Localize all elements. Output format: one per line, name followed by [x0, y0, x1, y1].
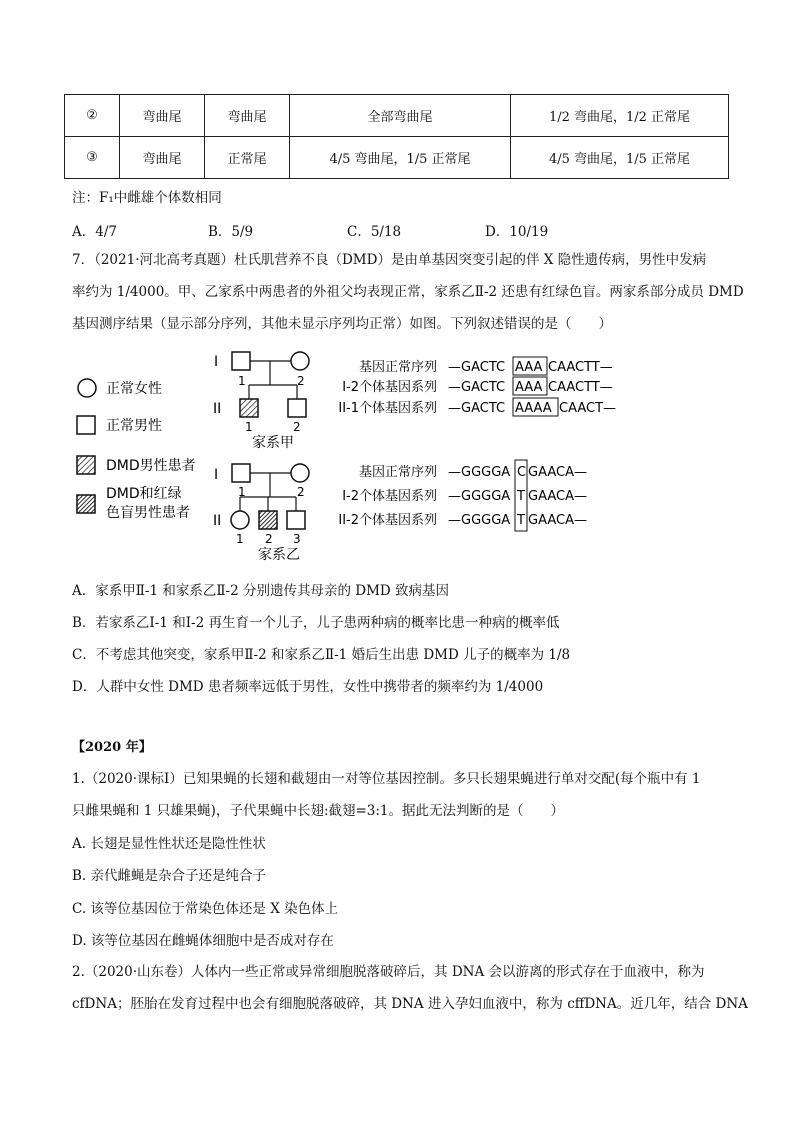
- seq-box: AAA: [515, 380, 543, 395]
- table-cell: 1/2 弯曲尾，1/2 正常尾: [511, 95, 729, 137]
- seq-box: C: [517, 465, 527, 480]
- seq-pre: —GGGGA: [448, 513, 511, 528]
- legend-dmd-male: DMD男性患者: [106, 458, 196, 474]
- normal-male-symbol: [77, 416, 95, 434]
- q7-option-d: D．人群中女性 DMD 患者频率远低于男性，女性中携带者的频率约为 1/4000: [72, 679, 544, 695]
- table-row: [65, 137, 729, 179]
- seq-label: II-2个体基因系列: [338, 513, 437, 528]
- seq-label: I-2个体基因系列: [342, 380, 437, 395]
- family-a-II1: [240, 399, 258, 417]
- family-a-I2: [291, 352, 309, 370]
- q6-option-b: B．5/9: [208, 224, 254, 240]
- seq-label: 基因正常序列: [358, 360, 437, 375]
- family-a-II2: [288, 399, 306, 417]
- family-b-label: 家系乙: [258, 547, 300, 563]
- table-row: [65, 95, 729, 137]
- legend-dmd-cb-line1: DMD和红绿: [106, 486, 182, 502]
- table-cell: ②: [65, 95, 120, 137]
- seq-pre: —GACTC: [448, 380, 506, 395]
- generation-label-I: I: [214, 354, 219, 370]
- pedigree-figure: [0, 340, 794, 570]
- family-b-I2: [291, 464, 309, 482]
- family-b-II2: [259, 511, 277, 529]
- seq-pre: —GGGGA: [448, 465, 511, 480]
- family-b-I1: [232, 464, 250, 482]
- pedigree-family-b: [213, 464, 309, 563]
- q1-option-c: C. 该等位基因位于常染色体还是 X 染色体上: [72, 901, 339, 917]
- q7-option-c: C．不考虑其他突变，家系甲Ⅱ-2 和家系乙Ⅱ-1 婚后生出患 DMD 儿子的概率为 1/8: [72, 647, 571, 663]
- seq-post: GAACA—: [528, 465, 587, 480]
- label-2: 2: [297, 485, 305, 499]
- table-cell: 4/5 弯曲尾，1/5 正常尾: [290, 137, 511, 179]
- seq-post: GAACA—: [528, 513, 587, 528]
- seq-label: 基因正常序列: [358, 465, 437, 480]
- q6-option-d: D．10/19: [485, 224, 549, 240]
- seq-box: T: [517, 513, 525, 528]
- label-2: 2: [265, 532, 273, 546]
- seq-pre: —GACTC: [448, 360, 506, 375]
- seq-post: CAACTT—: [548, 360, 613, 375]
- seq-box: AAA: [515, 360, 543, 375]
- q7-stem-line1: 7．（2021·河北高考真题）杜氏肌营养不良（DMD）是由单基因突变引起的伴 X 隐性遗传病，男性中发病: [72, 252, 707, 268]
- family-b-II3: [287, 511, 305, 529]
- table-cell: 弯曲尾: [120, 95, 205, 137]
- q7-stem-line2: 率约为 1/4000。甲、乙家系中两患者的外祖父均表现正常，家系乙Ⅱ-2 还患有红绿色盲。两家系部分成员 DMD: [72, 284, 744, 300]
- sequence-block-b: [338, 460, 587, 531]
- q1-option-b: B. 亲代雌蝇是杂合子还是纯合子: [72, 868, 267, 884]
- pedigree-family-a: [213, 352, 309, 451]
- seq-label: I-2个体基因系列: [342, 489, 437, 504]
- generation-label-I: I: [214, 467, 219, 483]
- table-cell: ③: [65, 137, 120, 179]
- legend-dmd-cb-line2: 色盲男性患者: [106, 505, 190, 521]
- table-cell: 弯曲尾: [120, 137, 205, 179]
- seq-box: AAAA: [515, 401, 552, 416]
- q7-option-a: A．家系甲Ⅱ-1 和家系乙Ⅱ-2 分别遗传其母亲的 DMD 致病基因: [72, 583, 450, 599]
- label-2: 2: [293, 420, 301, 434]
- table-cell: 全部弯曲尾: [290, 95, 511, 137]
- family-b-II1: [231, 511, 249, 529]
- family-a-I1: [232, 352, 250, 370]
- seq-pre: —GGGGA: [448, 489, 511, 504]
- q2-stem-line1: 2.（2020·山东卷）人体内一些正常或异常细胞脱落破碎后，其 DNA 会以游离的形式存在于血液中，称为: [72, 964, 705, 980]
- q1-option-a: A. 长翅是显性性状还是隐性性状: [72, 836, 266, 852]
- seq-post: CAACTT—: [548, 380, 613, 395]
- label-1: 1: [238, 485, 246, 499]
- generation-label-II: II: [213, 401, 222, 417]
- q1-stem-line1: 1.（2020·课标Ⅰ）已知果蝇的长翅和截翅由一对等位基因控制。多只长翅果蝇进行单对交配(每个瓶中有 1: [72, 771, 701, 787]
- dmd-male-symbol: [77, 456, 95, 474]
- dmd-colorblind-male-symbol: [77, 495, 95, 513]
- label-1: 1: [245, 420, 253, 434]
- q6-option-c: C．5/18: [347, 224, 402, 240]
- q2-stem-line2: cfDNA；胚胎在发育过程中也会有细胞脱落破碎，其 DNA 进入孕妇血液中，称为 cffDNA。近几年，结合 DNA: [72, 996, 748, 1012]
- cross-result-table: [64, 94, 729, 179]
- generation-label-II: II: [213, 513, 222, 529]
- q1-option-d: D. 该等位基因在雌蝇体细胞中是否成对存在: [72, 933, 334, 949]
- seq-post: CAACT—: [559, 401, 617, 416]
- seq-pre: —GACTC: [448, 401, 506, 416]
- normal-female-symbol: [78, 379, 96, 397]
- q1-stem-line2: 只雌果蝇和 1 只雄果蝇)，子代果蝇中长翅:截翅=3:1。据此无法判断的是（ ）: [72, 803, 565, 819]
- table-note: 注：F₁中雌雄个体数相同: [72, 190, 222, 206]
- table-cell: 弯曲尾: [205, 95, 290, 137]
- q6-option-a: A．4/7: [72, 224, 117, 240]
- legend: [77, 379, 196, 521]
- q7-stem-line3: 基因测序结果（显示部分序列，其他未显示序列均正常）如图。下列叙述错误的是（ ）: [72, 316, 612, 332]
- seq-post: GAACA—: [528, 489, 587, 504]
- seq-box: T: [517, 489, 525, 504]
- legend-normal-female: 正常女性: [106, 381, 162, 397]
- sequence-block-a: [338, 357, 616, 416]
- table-cell: 4/5 弯曲尾，1/5 正常尾: [511, 137, 729, 179]
- label-3: 3: [293, 532, 301, 546]
- label-1: 1: [238, 374, 246, 388]
- label-1: 1: [236, 532, 244, 546]
- section-heading-2020: 【2020 年】: [72, 740, 152, 755]
- seq-label: II-1个体基因系列: [338, 401, 437, 416]
- q7-option-b: B．若家系乙Ⅰ-1 和Ⅰ-2 再生育一个儿子，儿子患两种病的概率比患一种病的概率低: [72, 615, 560, 631]
- table-cell: 正常尾: [205, 137, 290, 179]
- legend-normal-male: 正常男性: [106, 418, 162, 434]
- label-2: 2: [297, 374, 305, 388]
- family-a-label: 家系甲: [252, 435, 294, 451]
